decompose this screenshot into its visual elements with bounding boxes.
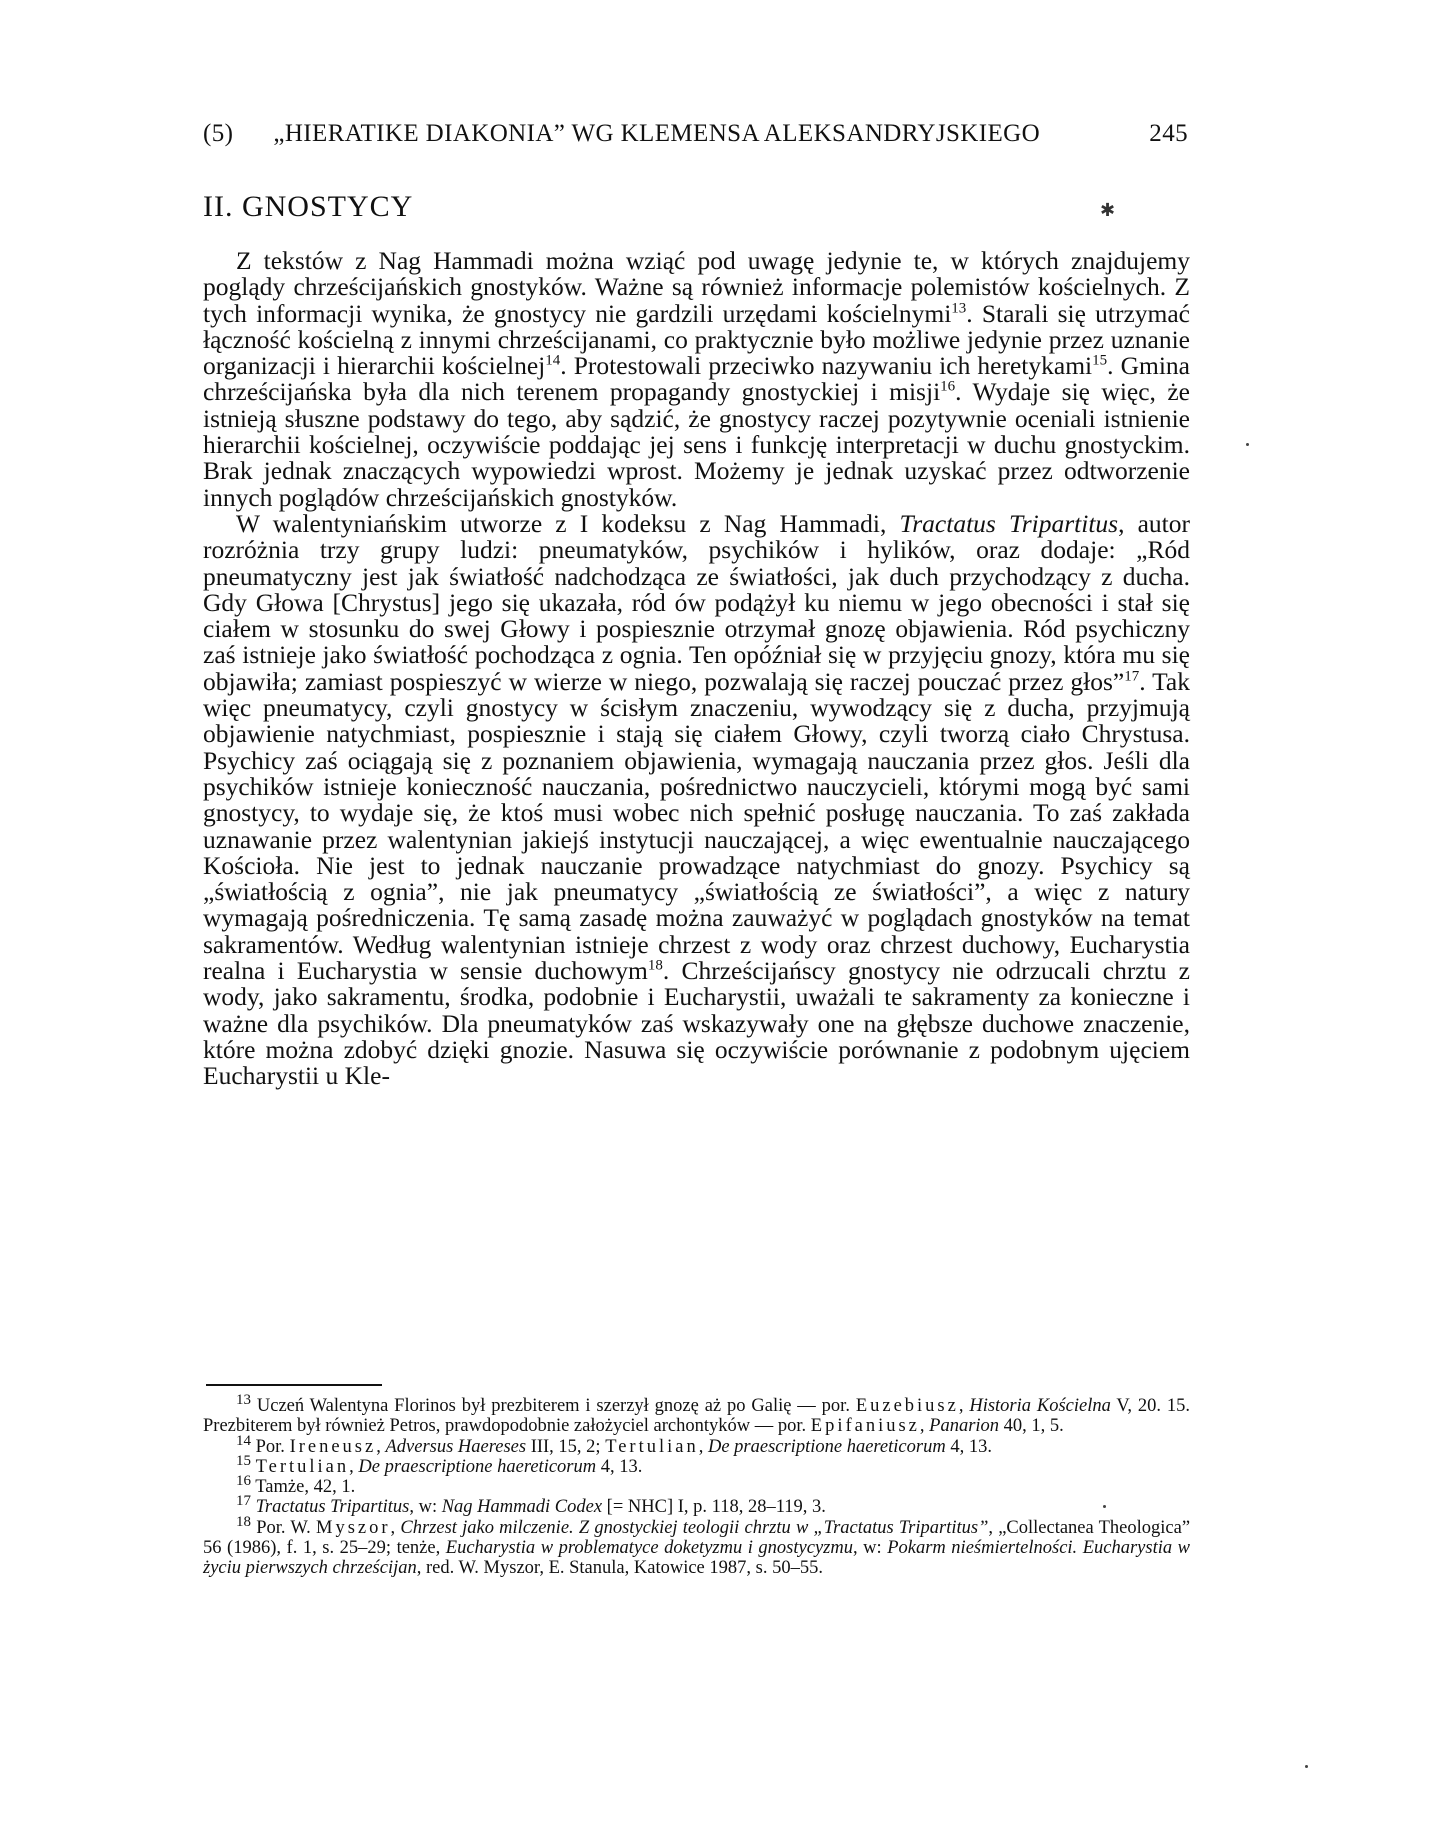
- scan-speck: ✱: [1100, 200, 1116, 220]
- running-title: „HIERATIKE DIAKONIA” WG KLEMENSA ALEKSANDRYJSKIEGO: [273, 120, 1041, 147]
- scan-speck: [1246, 443, 1249, 446]
- page-number: 245: [1149, 120, 1188, 147]
- footnote-ref-14[interactable]: 14: [545, 352, 561, 369]
- footnote-14: $^{14}$ Por. Ireneusz, Adversus Haereses III, 15, 2; Tertulian, De praescriptione haereticorum 4, 13.: [236, 1432, 992, 1457]
- footnote-ref-18[interactable]: 18: [647, 957, 663, 974]
- footnote-separator: [206, 1384, 382, 1386]
- footnote-ref-17[interactable]: 17: [1124, 668, 1140, 685]
- footnote-17: $^{17}$ Tractatus Tripartitus, w: Nag Hammadi Codex [= NHC] I, p. 118, 28–119, 3.: [236, 1493, 826, 1518]
- body-text: [203, 248, 1190, 1090]
- running-header: [203, 120, 1188, 156]
- footnotes: [203, 1391, 1191, 1579]
- scan-speck: [1103, 1505, 1106, 1508]
- paragraph-1: Z tekstów z Nag Hammadi można wziąć pod uwagę jedynie te, w których znajdujemy poglądy chrześcijańskich gnostyków. Ważne są również informacje polemistów kościelnych. Z tych informacji wynika, że gnostycy nie gardzili urzędami kościelnymi$^{13}$. Starali się utrzymać łączność kościelną z innymi chrześcijanami, co praktycznie było możliwe jedynie przez uznanie organizacji i hierarchii kościelnej$^{14}$. Protestowali przeciwko nazywaniu ich heretykami$^{15}$. Gmina chrześcijańska była dla nich terenem propagandy gnostyckiej i misji$^{16}$. Wydaje się więc, że istnieją słuszne podstawy do tego, aby sądzić, że gnostycy raczej pozytywnie oceniali istnienie hierarchii kościelnej, oczywiście poddając jej sens i funkcję interpretacji w duchu gnostyckim. Brak jednak znaczących wypowiedzi wprost. Możemy je jednak uzyskać przez odtworzenie innych poglądów chrześcijańskich gnostyków.: [203, 246, 1191, 512]
- footnote-16: $^{16}$ Tamże, 42, 1.: [236, 1473, 356, 1498]
- footnote-13: $^{13}$ Uczeń Walentyna Florinos był prezbiterem i szerzył gnozę aż po Galię — por. Euzebiusz, Historia Kościelna V, 20. 15. Prezbiterem był również Petros, prawdopodobnie założyciel archontyków — por. Epifaniusz, Panarion 40, 1, 5.: [203, 1391, 1191, 1437]
- footnote-ref-13[interactable]: 13: [951, 300, 967, 317]
- paragraph-2: W walentyniańskim utworze z I kodeksu z Nag Hammadi, Tractatus Tripartitus, autor rozróżnia trzy grupy ludzi: pneumatyków, psychików i hylików, oraz dodaje: „Ród pneumatyczny jest jak światłość nadchodząca ze światłości, jak duch przychodzący z ducha. Gdy Głowa [Chrystus] jego się ukazała, ród ów podążył ku niemu w jego obecności i stał się ciałem w stosunku do swej Głowy i pospiesznie otrzymał gnozę objawienia. Ród psychiczny zaś istnieje jako światłość pochodząca z ognia. Ten opóźniał się w przyjęciu gnozy, która mu się objawiła; zamiast pospieszyć w wierze w niego, pozwalają się raczej pouczać przez głos”$^{17}$. Tak więc pneumatycy, czyli gnostycy w ścisłym znaczeniu, wywodzący się z ducha, przyjmują objawienie natychmiast, pospiesznie i stają się ciałem Głowy, czyli tworzą ciało Chrystusa. Psychicy zaś ociągają się z poznaniem objawienia, wymagają nauczania przez głos. Jeśli dla psychików istnieje konieczność nauczania, pośrednictwo nauczycieli, którymi mogą być sami gnostycy, to wydaje się, że ktoś musi wobec nich spełnić posługę nauczania. To zaś zakłada uznawanie przez walentynian jakiejś instytucji nauczającej, a więc ewentualnie nauczającego Kościoła. Nie jest to jednak nauczanie prowadzące natychmiast do gnozy. Psychicy są „światłością z ognia”, nie jak pneumatycy „światłością ze światłości”, a więc z natury wymagają pośredniczenia. Tę samą zasadę można zauważyć w poglądach gnostyków na temat sakramentów. Według walentynian istnieje chrzest z wody oraz chrzest duchowy, Eucharystia realna i Eucharystia w sensie duchowym$^{18}$. Chrześcijańscy gnostycy nie odrzucali chrztu z wody, jako sakramentu, środka, podobnie i Eucharystii, uważali te sakramenty za konieczne i ważne dla psychików. Dla pneumatyków zaś wskazywały one na głębsze duchowe znaczenie, które można zdobyć dzięki gnozie. Nasuwa się oczywiście porównanie z podobnym ujęciem Eucharystii u Kle-: [203, 508, 1191, 1091]
- footnote-ref-16[interactable]: 16: [940, 378, 956, 395]
- scan-speck: [1305, 1765, 1308, 1768]
- footnote-ref-15[interactable]: 15: [1092, 352, 1108, 369]
- section-title: II. GNOSTYCY: [203, 190, 414, 223]
- work-title: Tractatus Tripartitus: [899, 508, 1119, 538]
- footnote-18: $^{18}$ Por. W. Myszor, Chrzest jako milczenie. Z gnostyckiej teologii chrztu w „Tractatus Tripartitus”, „Collectanea Theologica” 56 (1986), f. 1, s. 25–29; tenże, Eucharystia w problematyce doketyzmu i gnostycyzmu, w: Pokarm nieśmiertelności. Eucharystia w życiu pierwszych chrześcijan, red. W. Myszor, E. Stanula, Katowice 1987, s. 50–55.: [203, 1513, 1191, 1579]
- section-number-marker: (5): [203, 120, 234, 147]
- footnote-15: $^{15}$ Tertulian, De praescriptione haereticorum 4, 13.: [236, 1452, 643, 1477]
